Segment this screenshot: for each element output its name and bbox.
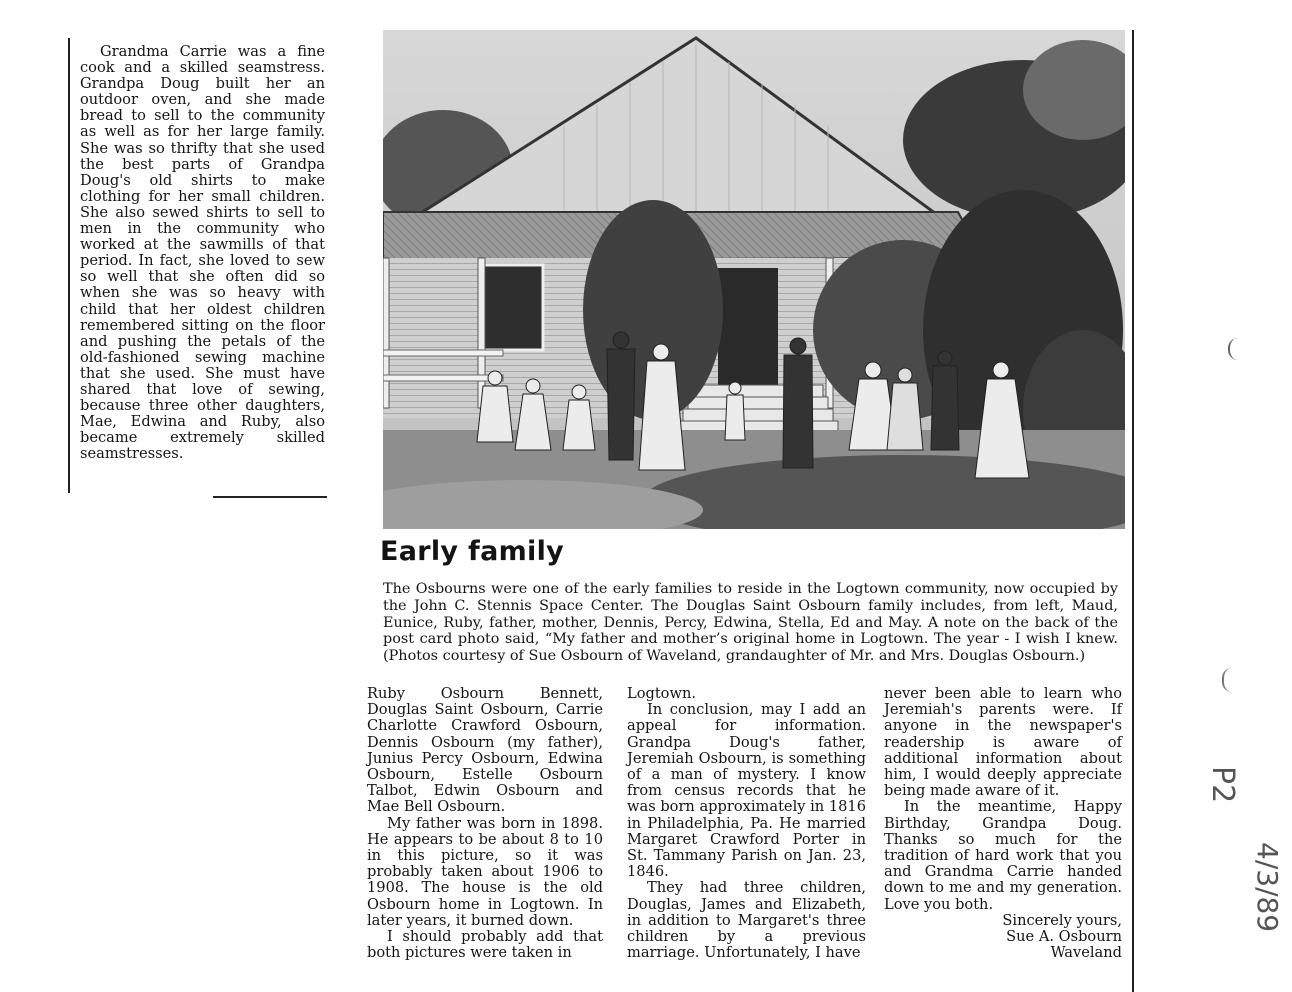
column-paragraph: I should probably add that both pictures were taken in — [367, 928, 603, 962]
margin-tick-mark — [1228, 338, 1238, 360]
sidebar-left-rule — [68, 38, 70, 493]
family-house-photo — [383, 30, 1125, 529]
page-right-rule — [1132, 30, 1134, 992]
sidebar-article-text — [80, 44, 325, 462]
article-column-3 — [884, 686, 1122, 961]
column-paragraph: Logtown. — [627, 685, 696, 702]
handwritten-date-mark: 4/3/89 — [1251, 842, 1284, 933]
column-paragraph: My father was born in 1898. He appears to be about 8 to 10 in this picture, so it was probably taken about 1906 to 1908. The house is the old Osbourn home in Logtown. In later years, it burned down. — [367, 814, 603, 929]
photo-caption: The Osbourns were one of the early families to reside in the Logtown community, now occupied by the John C. Stennis Space Center. The Douglas Saint Osbourn family includes, from left, Maud, Eunice, Ruby, father, mother, Dennis, Percy, Edwina, Stella, Ed and May. A note on the back of the post card photo said, “My father and mother’s original home in Logtown. The year - I wish I knew. (Photos courtesy of Sue Osbourn of Waveland, grandaughter of Mr. and Mrs. Douglas Osbourn.) — [383, 581, 1118, 665]
article-column-2 — [627, 686, 866, 961]
column-paragraph: In the meantime, Happy Birthday, Grandpa Doug. Thanks so much for the tradition of hard work that you and Grandma Carrie handed down to me and my generation. Love you both. — [884, 798, 1122, 913]
article-column-1 — [367, 686, 603, 961]
signoff-line: Sue A. Osbourn — [1006, 928, 1122, 946]
sidebar-paragraph: Grandma Carrie was a fine cook and a skilled seamstress. Grandpa Doug built her an outdoor oven, and she made bread to sell to the community as well as for her large family. She was so thrifty that she used the best parts of Grandpa Doug's old shirts to make clothing for her small children. She also sewed shirts to sell to men in the community who worked at the sawmills of that period. In fact, she loved to sew so well that she often did so when she was so heavy with child that her oldest children remembered sitting on the floor and pushing the petals of the old-fashioned sewing machine that she used. She must have shared that love of sewing, because three other daughters, Mae, Edwina and Ruby, also became extremely skilled seamstresses. — [80, 43, 325, 463]
signoff-line: Sincerely yours, — [1002, 911, 1122, 929]
margin-tick-mark — [1222, 668, 1232, 692]
headline: Early family — [380, 536, 565, 567]
sidebar-bottom-rule — [213, 496, 327, 498]
column-paragraph: never been able to learn who Jeremiah's parents were. If anyone in the newspaper's readership is aware of additional information about him, I would deeply appreciate being made aware of it. — [884, 685, 1122, 800]
handwritten-page-mark: P2 — [1205, 766, 1240, 804]
column-paragraph: In conclusion, may I add an appeal for information. Grandpa Doug's father, Jeremiah Osbourn, is something of a man of mystery. I know from census records that he was born approximately in 1816 in Philadelphia, Pa. He married Margaret Crawford Porter in St. Tammany Parish on Jan. 23, 1846. — [627, 701, 866, 881]
column-paragraph: Ruby Osbourn Bennett, Douglas Saint Osbourn, Carrie Charlotte Crawford Osbourn, Dennis Osbourn (my father), Junius Percy Osbourn, Edwina Osbourn, Estelle Osbourn Talbot, Edwin Osbourn and Mae Bell Osbourn. — [367, 685, 603, 816]
column-paragraph: They had three children, Douglas, James and Elizabeth, in addition to Margaret's three children by a previous marriage. Unfortunately, I have — [627, 879, 866, 962]
signoff-line: Waveland — [1050, 944, 1122, 962]
